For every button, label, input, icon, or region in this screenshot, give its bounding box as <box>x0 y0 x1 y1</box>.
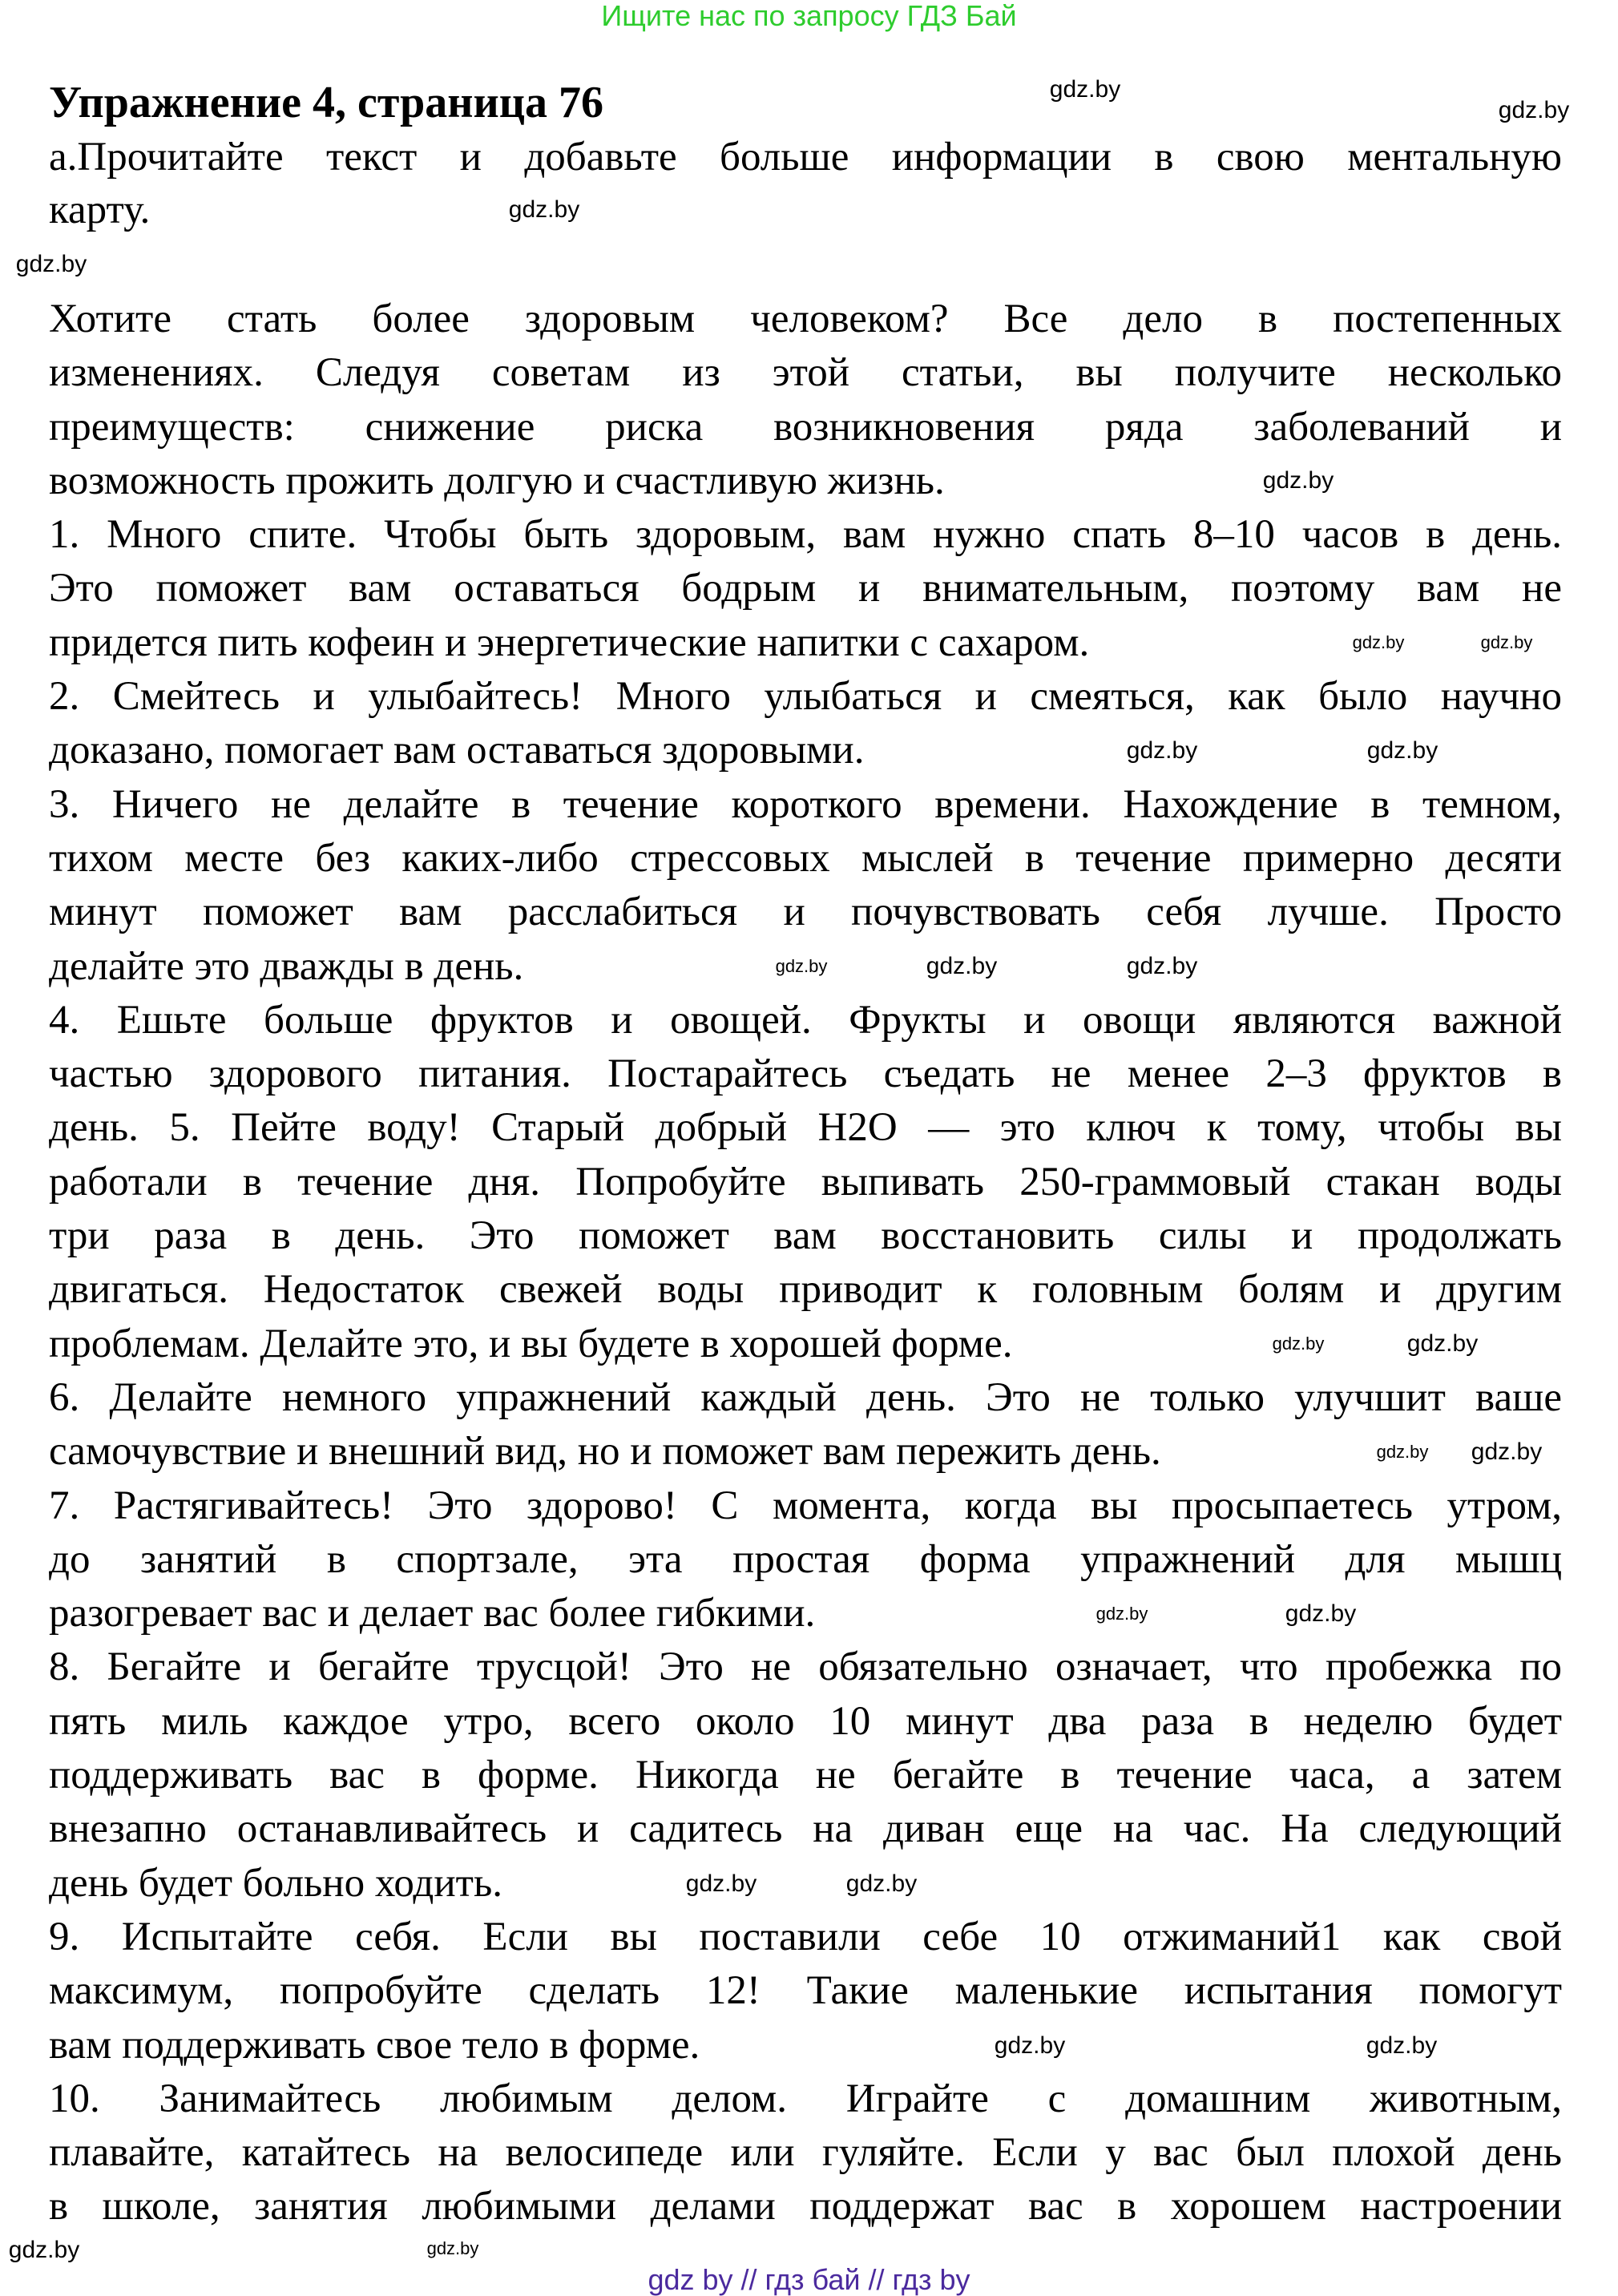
watermark: gdz.by <box>1376 1442 1429 1462</box>
watermark: gdz.by <box>426 2238 479 2258</box>
text-line: двигаться. Недостаток свежей воды приводит к головным болям и другим <box>49 1267 1562 1313</box>
text-line: разогревает вас и делает вас более гибкими. <box>49 1591 816 1636</box>
text-line: проблемам. Делайте это, и вы будете в хорошей форме. <box>49 1321 1013 1366</box>
watermark: gdz.by <box>845 1870 918 1897</box>
text-line: до занятий в спортзале, эта простая форма упражнений для мышц <box>49 1536 1562 1582</box>
task-line-2: карту. <box>49 188 151 232</box>
watermark: gdz.by <box>926 953 998 979</box>
site-footer-banner: gdz by // гдз бай // гдз by <box>648 2263 970 2296</box>
watermark: gdz.by <box>8 2237 80 2263</box>
text-line: доказано, помогает вам оставаться здоровыми. <box>49 728 865 773</box>
text-line: самочувствие и внешний вид, но и поможет вам пережить день. <box>49 1429 1161 1475</box>
text-line: 7. Растягивайтесь! Это здорово! С момента, когда вы просыпаетесь утром, <box>49 1483 1562 1528</box>
watermark: gdz.by <box>1366 737 1438 764</box>
text-line: поддерживать вас в форме. Никогда не бегайте в течение часа, а затем <box>49 1753 1562 1798</box>
watermark: gdz.by <box>1480 632 1533 652</box>
text-line: три раза в день. Это поможет вам восстановить силы и продолжать <box>49 1213 1562 1259</box>
text-line: тихом месте без каких-либо стрессовых мыслей в течение примерно десяти <box>49 835 1562 881</box>
watermark: gdz.by <box>1352 632 1405 652</box>
text-line: 9. Испытайте себя. Если вы поставили себе 10 отжиманий1 как свой <box>49 1914 1562 1959</box>
text-line: преимуществ: снижение риска возникновения ряда заболеваний и <box>49 404 1562 450</box>
text-line: работали в течение дня. Попробуйте выпивать 250-граммовый стакан воды <box>49 1159 1562 1204</box>
text-line: плавайте, катайтесь на велосипеде или гуляйте. Если у вас был плохой день <box>49 2130 1562 2176</box>
text-line: Хотите стать более здоровым человеком? Все дело в постепенных <box>49 297 1562 341</box>
text-line: в школе, занятия любимыми делами поддержат вас в хорошем настроении <box>49 2184 1562 2229</box>
text-line: 10. Занимайтесь любимым делом. Играйте с домашним животным, <box>49 2076 1562 2121</box>
text-line: день будет больно ходить. <box>49 1860 502 1906</box>
watermark: gdz.by <box>994 2032 1066 2059</box>
watermark: gdz.by <box>775 956 828 976</box>
watermark: gdz.by <box>1095 1604 1148 1624</box>
watermark: gdz.by <box>1262 467 1334 494</box>
text-line: частью здорового питания. Постарайтесь съедать не менее 2–3 фруктов в <box>49 1051 1562 1097</box>
watermark: gdz.by <box>1126 737 1198 764</box>
text-line: придется пить кофеин и энергетические напитки с сахаром. <box>49 619 1090 665</box>
text-line: 6. Делайте немного упражнений каждый день. Это не только улучшит ваше <box>49 1374 1562 1420</box>
text-line: изменениях. Следуя советам из этой статьи, вы получите несколько <box>49 350 1562 396</box>
watermark: gdz.by <box>1049 76 1121 103</box>
watermark: gdz.by <box>1498 97 1570 123</box>
text-line: 8. Бегайте и бегайте трусцой! Это не обязательно означает, что пробежка по <box>49 1644 1562 1690</box>
watermark: gdz.by <box>508 196 580 223</box>
text-line: делайте это дважды в день. <box>49 943 524 989</box>
watermark: gdz.by <box>15 251 87 277</box>
text-line: максимум, попробуйте сделать 12! Такие маленькие испытания помогут <box>49 1968 1562 2014</box>
watermark: gdz.by <box>1471 1439 1543 1465</box>
watermark: gdz.by <box>1406 1330 1479 1357</box>
text-line: пять миль каждое утро, всего около 10 минут два раза в неделю будет <box>49 1698 1562 1744</box>
exercise-title: Упражнение 4, страница 76 <box>49 78 604 127</box>
text-line: возможность прожить долгую и счастливую жизнь. <box>49 458 945 503</box>
watermark: gdz.by <box>1285 1600 1357 1627</box>
article-text <box>49 293 1562 2234</box>
text-line: 2. Смейтесь и улыбайтесь! Много улыбаться и смеяться, как было научно <box>49 674 1562 720</box>
text-line: день. 5. Пейте воду! Старый добрый H2O — это ключ к тому, чтобы вы <box>49 1105 1562 1151</box>
task-line-1: а.Прочитайте текст и добавьте больше информации в свою ментальную <box>49 135 1562 180</box>
text-line: 3. Ничего не делайте в течение короткого времени. Нахождение в темном, <box>49 781 1562 827</box>
text-line: вам поддерживать свое тело в форме. <box>49 2022 700 2068</box>
watermark: gdz.by <box>685 1870 757 1897</box>
search-hint-banner: Ищите нас по запросу ГДЗ Бай <box>601 0 1017 32</box>
text-line: 1. Много спите. Чтобы быть здоровым, вам нужно спать 8–10 часов в день. <box>49 512 1562 558</box>
watermark: gdz.by <box>1126 953 1198 979</box>
text-line: Это поможет вам оставаться бодрым и внимательным, поэтому вам не <box>49 566 1562 611</box>
watermark: gdz.by <box>1366 2032 1438 2059</box>
text-line: 4. Ешьте больше фруктов и овощей. Фрукты и овощи являются важной <box>49 997 1562 1043</box>
text-line: минут поможет вам расслабиться и почувствовать себя лучше. Просто <box>49 890 1562 935</box>
watermark: gdz.by <box>1272 1334 1325 1354</box>
text-line: внезапно останавливайтесь и садитесь на диван еще на час. На следующий <box>49 1806 1562 1852</box>
